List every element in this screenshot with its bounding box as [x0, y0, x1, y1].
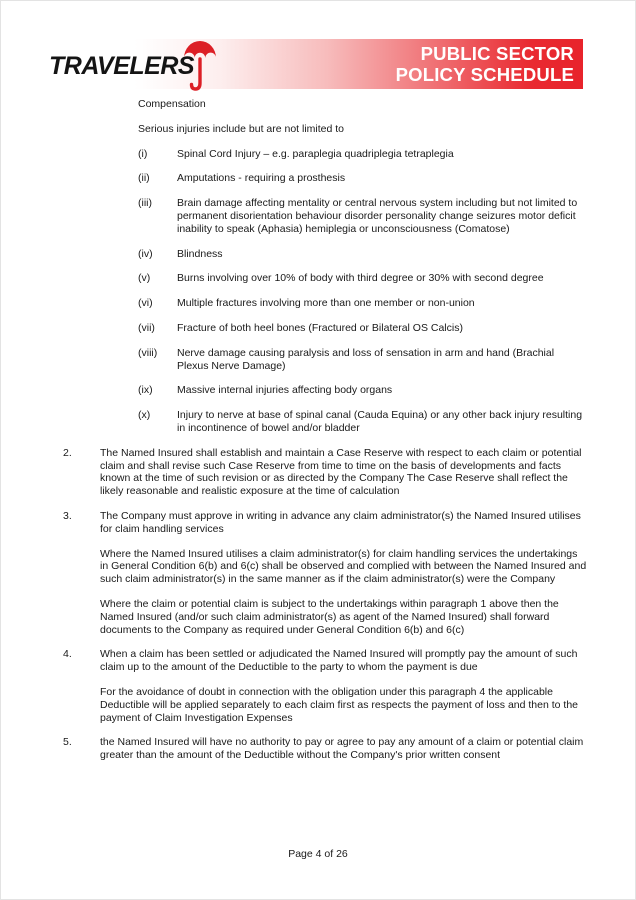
list-item	[138, 148, 587, 161]
numbered-item-2	[63, 447, 587, 498]
travelers-logo-text: TRAVELERS	[49, 52, 195, 80]
list-item-text: Nerve damage causing paralysis and loss of sensation in arm and hand (Brachial Plexus Nerve Damage)	[177, 346, 555, 372]
page-number: Page 4 of 26	[288, 848, 348, 860]
list-item	[138, 384, 587, 397]
paragraph: Where the claim or potential claim is subject to the undertakings within paragraph 1 above then the Named Insured (and/or such claim administrator(s) as agent of the Named Insured) shall forward documents to the Company as required under General Condition 6(b) and 6(c)	[100, 597, 559, 636]
paragraph: The Named Insured shall establish and maintain a Case Reserve with respect to each claim or potential claim and shall revise such Case Reserve from time to time on the basis of developments and facts known at the time of such revision or as directed by the Company The Case Reserve shall reflect the likely reasonable and realistic exposure at the time of calculation	[100, 446, 582, 498]
item-number: 2.	[63, 446, 72, 459]
numbered-item-5	[63, 736, 587, 762]
list-item-text: Brain damage affecting mentality or central nervous system including but not limited to permanent disorientation behaviour disorder personality change seizures motor deficit inability to speak (Aphasia) hemiplegia or unconsciousness (Comatose)	[177, 197, 578, 235]
list-item-label: (x)	[138, 409, 151, 422]
list-item	[138, 248, 587, 261]
list-item-label: (iv)	[138, 247, 153, 260]
list-item-label: (i)	[138, 147, 148, 160]
umbrella-icon	[182, 39, 218, 93]
list-item-text: Massive internal injuries affecting body organs	[177, 384, 393, 397]
list-item	[138, 297, 587, 310]
list-item	[138, 409, 587, 435]
list-item-label: (v)	[138, 272, 151, 285]
intro-subheading: Serious injuries include but are not limited to	[138, 122, 345, 135]
list-item-label: (viii)	[138, 346, 158, 359]
travelers-logo	[49, 39, 279, 95]
list-item-text: Injury to nerve at base of spinal canal (Cauda Equina) or any other back injury resulting in incontinence of bowel and/or bladder	[177, 409, 583, 434]
list-item-text: Fracture of both heel bones (Fractured or Bilateral OS Calcis)	[177, 321, 463, 334]
list-item	[138, 322, 587, 335]
list-item-text: Spinal Cord Injury – e.g. paraplegia quadriplegia tetraplegia	[177, 147, 454, 160]
banner-line2: POLICY SCHEDULE	[395, 64, 574, 85]
item-number: 4.	[63, 648, 72, 661]
numbered-item-3	[63, 510, 587, 636]
banner-line1: PUBLIC SECTOR	[420, 43, 574, 64]
banner-title	[396, 43, 574, 85]
list-item-text: Multiple fractures involving more than one member or non-union	[177, 297, 475, 310]
list-item-label: (vii)	[138, 321, 155, 334]
paragraph: the Named Insured will have no authority to pay or agree to pay any amount of a claim or potential claim greater than the amount of the Deductible without the Company's prior written consent	[100, 736, 584, 762]
numbered-item-4	[63, 648, 587, 724]
item-number: 5.	[63, 736, 72, 749]
list-item-text: Burns involving over 10% of body with third degree or 30% with second degree	[177, 272, 544, 285]
paragraph: For the avoidance of doubt in connection with the obligation under this paragraph 4 the applicable Deductible will be applied separately to each claim first as respects the payment of loss and then to the payment of Claim Investigation Expenses	[100, 685, 579, 724]
paragraph: Where the Named Insured utilises a claim administrator(s) for claim handling services the undertakings in General Condition 6(b) and 6(c) shall be observed and complied with between the Named Insured and such claim administrator(s) in the same manner as if the claim administrator(s) were the Company	[100, 547, 587, 586]
intro-heading: Compensation	[138, 98, 206, 110]
list-item-label: (vi)	[138, 297, 153, 310]
document-body	[63, 98, 587, 774]
list-item	[138, 347, 587, 373]
paragraph: When a claim has been settled or adjudicated the Named Insured will promptly pay the amount of such claim up to the amount of the Deductible to the party to whom the payment is due	[100, 648, 578, 674]
list-item-label: (ix)	[138, 384, 153, 397]
list-item-text: Blindness	[177, 247, 223, 260]
list-item	[138, 197, 587, 235]
paragraph: The Company must approve in writing in advance any claim administrator(s) the Named Insured utilises for claim handling services	[100, 509, 581, 535]
list-item-label: (iii)	[138, 197, 152, 210]
list-item	[138, 172, 587, 185]
item-number: 3.	[63, 509, 72, 522]
list-item-label: (ii)	[138, 172, 150, 185]
intro-block	[138, 98, 587, 435]
list-item-text: Amputations - requiring a prosthesis	[177, 172, 346, 185]
list-item	[138, 272, 587, 285]
